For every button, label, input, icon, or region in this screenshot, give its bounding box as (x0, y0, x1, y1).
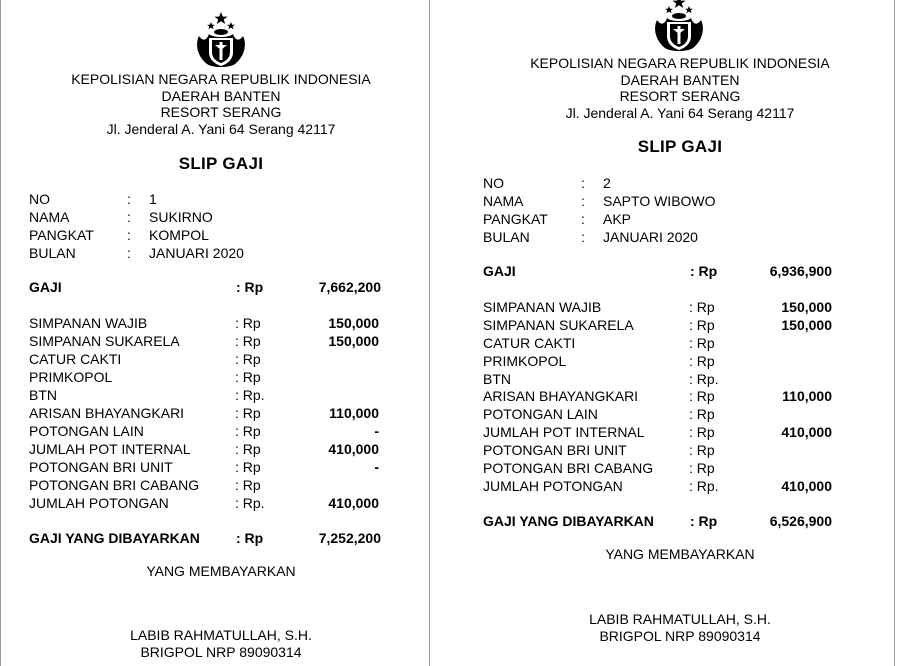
deduction-currency: : Rp (235, 477, 261, 493)
deduction-row (29, 386, 381, 404)
info-value: AKP (603, 211, 632, 227)
info-value: SAPTO WIBOWO (603, 193, 716, 209)
deduction-row (29, 494, 381, 512)
institution-resort: RESORT SERANG (619, 88, 741, 104)
deduction-currency: : Rp (235, 459, 261, 475)
deduction-row (483, 423, 832, 441)
deduction-label: POTONGAN LAIN (483, 406, 598, 422)
deduction-row (483, 477, 832, 495)
info-separator: : (127, 209, 131, 225)
institution-header (460, 55, 900, 121)
info-value: KOMPOL (149, 227, 209, 243)
deduction-label: JUMLAH POT INTERNAL (483, 424, 645, 440)
gross-salary-amount: 6,936,900 (769, 263, 832, 279)
deduction-label: SIMPANAN SUKARELA (29, 333, 180, 349)
info-label: PANGKAT (29, 227, 94, 243)
net-salary-amount: 7,252,200 (318, 530, 381, 546)
info-label: BULAN (29, 245, 76, 261)
deduction-row (29, 458, 381, 476)
deduction-currency: : Rp (689, 353, 715, 369)
deduction-label: SIMPANAN SUKARELA (483, 317, 634, 333)
deduction-amount: 110,000 (329, 405, 379, 421)
signer-name: LABIB RAHMATULLAH, S.H. (589, 611, 771, 627)
info-value: SUKIRNO (149, 209, 213, 225)
deduction-currency: : Rp. (235, 387, 265, 403)
deduction-currency: : Rp (235, 369, 261, 385)
net-salary-row (483, 512, 832, 530)
deduction-currency: : Rp. (235, 495, 265, 511)
deduction-row (483, 405, 832, 423)
institution-name: KEPOLISIAN NEGARA REPUBLIK INDONESIA (530, 55, 830, 71)
deduction-amount: 410,000 (328, 495, 379, 511)
deduction-label: JUMLAH POT INTERNAL (29, 441, 191, 457)
deduction-currency: : Rp (235, 315, 261, 331)
info-separator: : (127, 227, 131, 243)
deduction-row (483, 370, 832, 388)
deduction-currency: : Rp (235, 423, 261, 439)
deduction-currency: : Rp (689, 317, 715, 333)
deduction-label: ARISAN BHAYANGKARI (29, 405, 185, 421)
info-separator: : (127, 245, 131, 261)
deduction-label: POTONGAN BRI CABANG (29, 477, 200, 493)
info-separator: : (127, 191, 131, 207)
police-emblem-graphic (193, 12, 249, 70)
deduction-row (483, 441, 832, 459)
net-salary-amount: 6,526,900 (769, 513, 832, 529)
net-salary-currency: : Rp (236, 530, 264, 546)
deduction-row (29, 368, 381, 386)
signer-name: LABIB RAHMATULLAH, S.H. (130, 627, 312, 643)
deduction-currency: : Rp. (689, 371, 719, 387)
police-emblem (193, 12, 249, 70)
institution-address: Jl. Jenderal A. Yani 64 Serang 42117 (565, 104, 795, 121)
institution-region: DAERAH BANTEN (620, 71, 740, 88)
deduction-label: CATUR CAKTI (29, 351, 122, 367)
net-salary-currency: : Rp (690, 513, 718, 529)
deduction-row (29, 404, 381, 422)
deduction-row (483, 316, 832, 334)
police-emblem-graphic (651, 0, 707, 54)
deduction-row (29, 314, 381, 332)
deduction-row (29, 350, 381, 368)
salary-slip-1 (0, 0, 440, 666)
deduction-currency: : Rp (235, 333, 261, 349)
deduction-row (29, 422, 381, 440)
info-separator: : (581, 175, 585, 191)
gross-salary-row (483, 262, 832, 280)
slip-title: SLIP GAJI (637, 137, 723, 156)
deduction-row (483, 298, 832, 316)
deduction-amount: 150,000 (781, 299, 832, 315)
deduction-label: PRIMKOPOL (29, 369, 113, 385)
slip-title: SLIP GAJI (178, 154, 264, 173)
salary-slip-2 (455, 0, 895, 666)
gross-salary-currency: : Rp (236, 279, 264, 295)
deduction-row (483, 334, 832, 352)
deduction-amount: 150,000 (328, 315, 379, 331)
gross-salary-label: GAJI (29, 279, 62, 295)
info-label: PANGKAT (483, 211, 548, 227)
institution-header (6, 71, 436, 137)
deduction-amount: 410,000 (328, 441, 379, 457)
info-value: 2 (603, 175, 611, 191)
deduction-amount: 150,000 (328, 333, 379, 349)
gross-salary-amount: 7,662,200 (318, 279, 381, 295)
deduction-amount: 150,000 (781, 317, 832, 333)
deduction-label: POTONGAN BRI CABANG (483, 460, 654, 476)
deduction-label: SIMPANAN WAJIB (29, 315, 148, 331)
payer-caption: YANG MEMBAYARKAN (605, 546, 755, 562)
police-emblem (651, 0, 707, 54)
deduction-row (29, 476, 381, 494)
deduction-label: POTONGAN LAIN (29, 423, 144, 439)
deduction-row (483, 387, 832, 405)
deduction-amount: 110,000 (782, 388, 832, 404)
info-label: NO (483, 175, 504, 191)
deduction-currency: : Rp (689, 442, 715, 458)
deduction-amount: 410,000 (781, 424, 832, 440)
deduction-label: ARISAN BHAYANGKARI (483, 388, 639, 404)
info-separator: : (581, 193, 585, 209)
deduction-label: JUMLAH POTONGAN (483, 478, 623, 494)
gross-salary-row (29, 278, 381, 296)
deduction-label: JUMLAH POTONGAN (29, 495, 169, 511)
info-label: NAMA (483, 193, 524, 209)
info-separator: : (581, 229, 585, 245)
info-label: NO (29, 191, 50, 207)
info-value: JANUARI 2020 (149, 245, 244, 261)
deduction-currency: : Rp (235, 441, 261, 457)
deduction-amount: - (374, 459, 379, 475)
deduction-amount: - (374, 423, 379, 439)
deduction-currency: : Rp (689, 424, 715, 440)
deduction-currency: : Rp (689, 299, 715, 315)
institution-address: Jl. Jenderal A. Yani 64 Serang 42117 (106, 120, 336, 137)
deduction-amount: 410,000 (781, 478, 832, 494)
deduction-label: CATUR CAKTI (483, 335, 576, 351)
deduction-label: SIMPANAN WAJIB (483, 299, 602, 315)
deduction-row (29, 440, 381, 458)
signer-id: BRIGPOL NRP 89090314 (599, 628, 761, 644)
deduction-label: BTN (29, 387, 57, 403)
deduction-currency: : Rp (235, 405, 261, 421)
deduction-label: POTONGAN BRI UNIT (483, 442, 627, 458)
payer-caption: YANG MEMBAYARKAN (146, 563, 296, 579)
info-value: 1 (149, 191, 157, 207)
deduction-row (29, 332, 381, 350)
institution-region: DAERAH BANTEN (161, 87, 281, 104)
info-label: NAMA (29, 209, 70, 225)
deduction-label: BTN (483, 371, 511, 387)
deduction-currency: : Rp (689, 388, 715, 404)
institution-name: KEPOLISIAN NEGARA REPUBLIK INDONESIA (71, 71, 371, 87)
deduction-row (483, 459, 832, 477)
info-label: BULAN (483, 229, 530, 245)
info-value: JANUARI 2020 (603, 229, 698, 245)
deduction-currency: : Rp. (689, 478, 719, 494)
net-salary-label: GAJI YANG DIBAYARKAN (483, 513, 654, 529)
deduction-currency: : Rp (235, 351, 261, 367)
deduction-row (483, 352, 832, 370)
deduction-currency: : Rp (689, 335, 715, 351)
deduction-currency: : Rp (689, 460, 715, 476)
institution-resort: RESORT SERANG (160, 104, 282, 120)
gross-salary-currency: : Rp (690, 263, 718, 279)
net-salary-row (29, 529, 381, 547)
info-separator: : (581, 211, 585, 227)
net-salary-label: GAJI YANG DIBAYARKAN (29, 530, 200, 546)
signer-id: BRIGPOL NRP 89090314 (140, 644, 302, 660)
gross-salary-label: GAJI (483, 263, 516, 279)
deduction-label: POTONGAN BRI UNIT (29, 459, 173, 475)
deduction-currency: : Rp (689, 406, 715, 422)
deduction-label: PRIMKOPOL (483, 353, 567, 369)
